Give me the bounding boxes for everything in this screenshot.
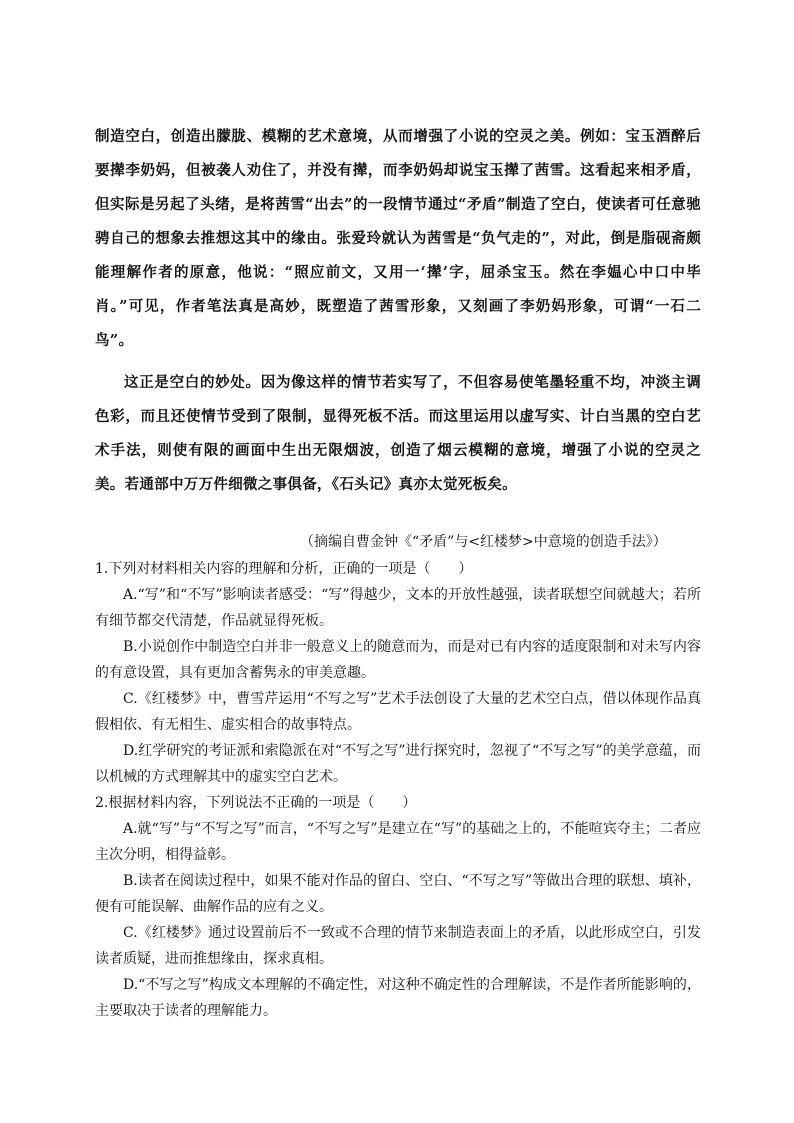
option-d: D.红学研究的考证派和索隐派在对“不写之写”进行探究时，忽视了“不写之写”的美学意蕴，而以机械的方式理解其中的虚实空白艺术。 (95, 743, 701, 785)
question-2 (95, 790, 701, 1024)
passage-paragraph-1: 制造空白，创造出朦胧、模糊的艺术意境，从而增强了小说的空灵之美。例如：宝玉酒醉后要撵李奶妈，但被袭人劝住了，并没有撵，而李奶妈却说宝玉撵了茜雪。这看起来相矛盾，但实际是另起了头绪，是将茜雪“出去”的一段情节通过“矛盾”制造了空白，使读者可任意驰骋自己的想象去推想这其中的缘由。张爱玲就认为茜雪是“负气走的”，对此，倒是脂砚斋颇能理解作者的原意，他说：“照应前文，又用一‘撵’字，屈杀宝玉。然在李媪心中口中毕肖。”可见，作者笔法真是高妙，既塑造了茜雪形象，又刻画了李奶妈形象，可谓“一石二鸟”。 (95, 128, 701, 349)
question-stem: 2.根据材料内容，下列说法不正确的一项是（ ） (95, 795, 417, 811)
option-a: A.就“写”与“不写之写”而言，“不写之写”是建立在“写”的基础之上的，不能喧宾夺主；二者应主次分明，相得益彰。 (95, 821, 701, 863)
option-b: B.读者在阅读过程中，如果不能对作品的留白、空白、“不写之写”等做出合理的联想、填补，便有可能误解、曲解作品的应有之义。 (95, 873, 701, 915)
question-stem: 1.下列对材料相关内容的理解和分析，正确的一项是（ ） (95, 561, 473, 577)
question-1 (95, 556, 701, 790)
reading-passage (95, 120, 701, 502)
option-a: A.“写”和“不写”影响读者感受：“写”得越少，文本的开放性越强，读者联想空间就越大；若所有细节都交代清楚，作品就显得死板。 (95, 587, 701, 629)
question-list (95, 556, 701, 1024)
source-citation: （摘编自曹金钟《“矛盾”与<红楼梦>中意境的创造手法》） (300, 534, 667, 550)
passage-paragraph-2: 这正是空白的妙处。因为像这样的情节若实写了，不但容易使笔墨轻重不均，冲淡主调色彩，而且还使情节受到了限制，显得死板不活。而这里运用以虚写实、计白当黑的空白艺术手法，则使有限的画面中生出无限烟波，创造了烟云模糊的意境，增强了小说的空灵之美。若通部中万万件细微之事俱备，《石头记》真亦太觉死板矣。 (95, 374, 701, 493)
option-d: D.“不写之写”构成文本理解的不确定性，对这种不确定性的合理解读，不是作者所能影响的，主要取决于读者的理解能力。 (95, 977, 701, 1019)
option-c: C.《红楼梦》通过设置前后不一致或不合理的情节来制造表面上的矛盾，以此形成空白，引发读者质疑，进而推想缘由，探求真相。 (95, 925, 701, 967)
option-b: B.小说创作中制造空白并非一般意义上的随意而为，而是对已有内容的适度限制和对未写内容的有意设置，具有更加含蓄隽永的审美意趣。 (95, 639, 701, 681)
option-c: C.《红楼梦》中，曹雪芹运用“不写之写”艺术手法创设了大量的艺术空白点，借以体现作品真假相依、有无相生、虚实相合的故事特点。 (95, 691, 701, 733)
